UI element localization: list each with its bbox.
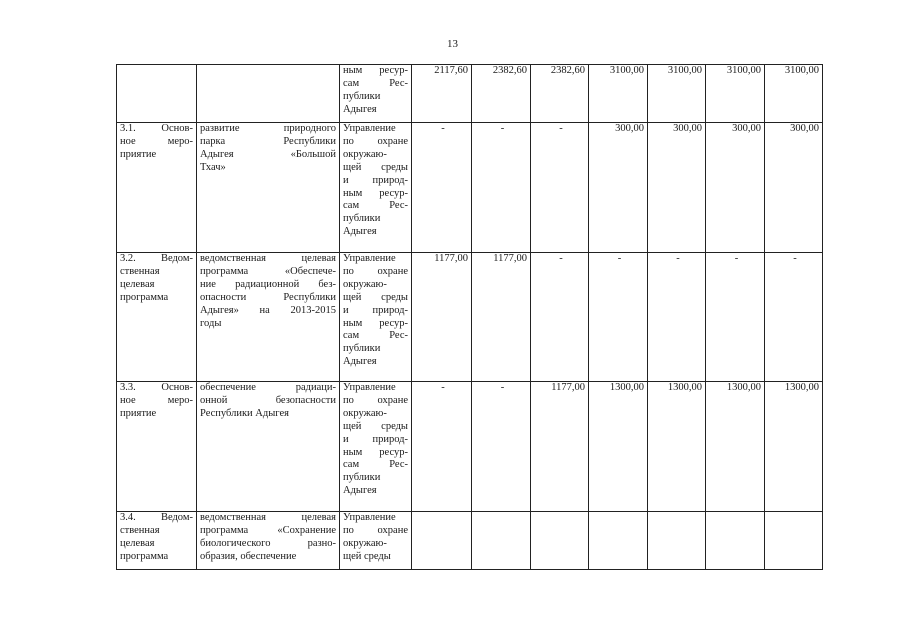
cell-line: целевая <box>120 537 155 549</box>
value-cell: 1177,00 <box>472 253 531 382</box>
cell-line: публики <box>343 343 381 355</box>
budget-table <box>116 64 823 570</box>
value-cell <box>589 512 648 570</box>
cell-line: и природ- <box>343 304 408 316</box>
cell-line: и природ- <box>343 433 408 445</box>
value-cell: 2117,60 <box>412 65 472 123</box>
value-cell <box>648 512 706 570</box>
value-cell: - <box>531 253 589 382</box>
value-cell: 300,00 <box>648 123 706 253</box>
executor-cell <box>340 512 412 570</box>
value-cell: - <box>412 382 472 512</box>
value-cell: - <box>765 253 823 382</box>
cell-line: по охране <box>343 265 408 277</box>
cell-line: биологического разно- <box>200 537 336 549</box>
value-cell: 1300,00 <box>648 382 706 512</box>
value-cell: 1177,00 <box>412 253 472 382</box>
cell-line: Адыгея <box>343 103 377 115</box>
value-cell: - <box>472 123 531 253</box>
executor-cell <box>340 123 412 253</box>
cell-line: щей среды <box>343 420 408 432</box>
cell-line: программа <box>120 291 169 303</box>
cell-line: приятие <box>120 148 157 160</box>
cell-line: 3.3. Основ- <box>120 382 193 393</box>
table-row <box>117 253 823 382</box>
cell-line: публики <box>343 90 381 102</box>
cell-line: ное меро- <box>120 394 193 406</box>
value-cell: 3100,00 <box>589 65 648 123</box>
executor-cell <box>340 382 412 512</box>
cell-line: сам Рес- <box>343 330 408 342</box>
cell-line: образия, обеспечение <box>200 550 297 562</box>
table-row <box>117 512 823 570</box>
measure-name-cell <box>197 512 340 570</box>
cell-line: Адыгея <box>343 485 377 497</box>
cell-line: сам Рес- <box>343 200 408 212</box>
value-cell: 300,00 <box>765 123 823 253</box>
cell-line: 3.2. Ведом- <box>120 253 193 264</box>
measure-code-cell <box>117 382 197 512</box>
cell-line: парка Республики <box>200 135 336 147</box>
cell-line: 3.4. Ведом- <box>120 512 193 523</box>
measure-code-cell <box>117 123 197 253</box>
value-cell <box>472 512 531 570</box>
cell-line: ведомственная целевая <box>200 512 336 523</box>
cell-line: Адыгея <box>343 356 377 368</box>
cell-line: Управление <box>343 123 396 134</box>
measure-name-cell <box>197 65 340 123</box>
measure-code-cell <box>117 512 197 570</box>
cell-line: Управление <box>343 382 396 393</box>
cell-line: ственная <box>120 265 160 277</box>
executor-cell <box>340 253 412 382</box>
cell-line: окружаю- <box>343 407 387 419</box>
cell-line: окружаю- <box>343 537 387 549</box>
cell-line: ным ресур- <box>343 446 408 458</box>
cell-line: Адыгея <box>343 226 377 238</box>
cell-line: развитие природного <box>200 123 336 134</box>
value-cell: - <box>412 123 472 253</box>
cell-line: по охране <box>343 524 408 536</box>
measure-code-cell <box>117 253 197 382</box>
cell-line: ние радиационной без- <box>200 278 336 290</box>
measure-code-cell <box>117 65 197 123</box>
measure-name-cell <box>197 253 340 382</box>
value-cell: - <box>706 253 765 382</box>
value-cell: 1300,00 <box>706 382 765 512</box>
value-cell: 2382,60 <box>531 65 589 123</box>
cell-line: ным ресур- <box>343 187 408 199</box>
table-row <box>117 65 823 123</box>
cell-line: щей среды <box>343 550 391 562</box>
cell-line: щей среды <box>343 161 408 173</box>
cell-line: обеспечение радиаци- <box>200 382 336 393</box>
cell-line: Тхач» <box>200 161 226 173</box>
value-cell: - <box>531 123 589 253</box>
value-cell: 3100,00 <box>648 65 706 123</box>
cell-line: программа «Сохранение <box>200 524 336 536</box>
cell-line: приятие <box>120 407 157 419</box>
cell-line: ным ресур- <box>343 317 408 329</box>
cell-line: по охране <box>343 394 408 406</box>
cell-line: программа <box>120 550 169 562</box>
cell-line: ное меро- <box>120 135 193 147</box>
cell-line: сам Рес- <box>343 77 408 89</box>
page-number: 13 <box>447 38 458 50</box>
value-cell <box>531 512 589 570</box>
value-cell: 2382,60 <box>472 65 531 123</box>
cell-line: окружаю- <box>343 278 387 290</box>
value-cell: - <box>472 382 531 512</box>
executor-cell <box>340 65 412 123</box>
value-cell: 3100,00 <box>706 65 765 123</box>
value-cell: - <box>589 253 648 382</box>
cell-line: окружаю- <box>343 148 387 160</box>
table-row <box>117 123 823 253</box>
cell-line: целевая <box>120 278 155 290</box>
value-cell: 1300,00 <box>765 382 823 512</box>
cell-line: Адыгея «Большой <box>200 148 336 160</box>
cell-line: ным ресур- <box>343 65 408 76</box>
cell-line: годы <box>200 317 222 329</box>
cell-line: публики <box>343 213 381 225</box>
cell-line: Управление <box>343 253 396 264</box>
value-cell <box>765 512 823 570</box>
value-cell: 1177,00 <box>531 382 589 512</box>
cell-line: публики <box>343 472 381 484</box>
measure-name-cell <box>197 123 340 253</box>
value-cell: 1300,00 <box>589 382 648 512</box>
cell-line: Республики Адыгея <box>200 407 289 419</box>
cell-line: опасности Республики <box>200 291 336 303</box>
cell-line: ведомственная целевая <box>200 253 336 264</box>
table-body <box>117 65 823 570</box>
cell-line: щей среды <box>343 291 408 303</box>
cell-line: и природ- <box>343 174 408 186</box>
cell-line: Адыгея» на 2013-2015 <box>200 304 336 316</box>
value-cell: 300,00 <box>706 123 765 253</box>
value-cell: 300,00 <box>589 123 648 253</box>
value-cell <box>412 512 472 570</box>
cell-line: по охране <box>343 135 408 147</box>
cell-line: программа «Обеспече- <box>200 265 336 277</box>
measure-name-cell <box>197 382 340 512</box>
cell-line: онной безопасности <box>200 394 336 406</box>
cell-line: сам Рес- <box>343 459 408 471</box>
cell-line: 3.1. Основ- <box>120 123 193 134</box>
value-cell: - <box>648 253 706 382</box>
table-row <box>117 382 823 512</box>
value-cell: 3100,00 <box>765 65 823 123</box>
cell-line: ственная <box>120 524 160 536</box>
value-cell <box>706 512 765 570</box>
cell-line: Управление <box>343 512 396 523</box>
